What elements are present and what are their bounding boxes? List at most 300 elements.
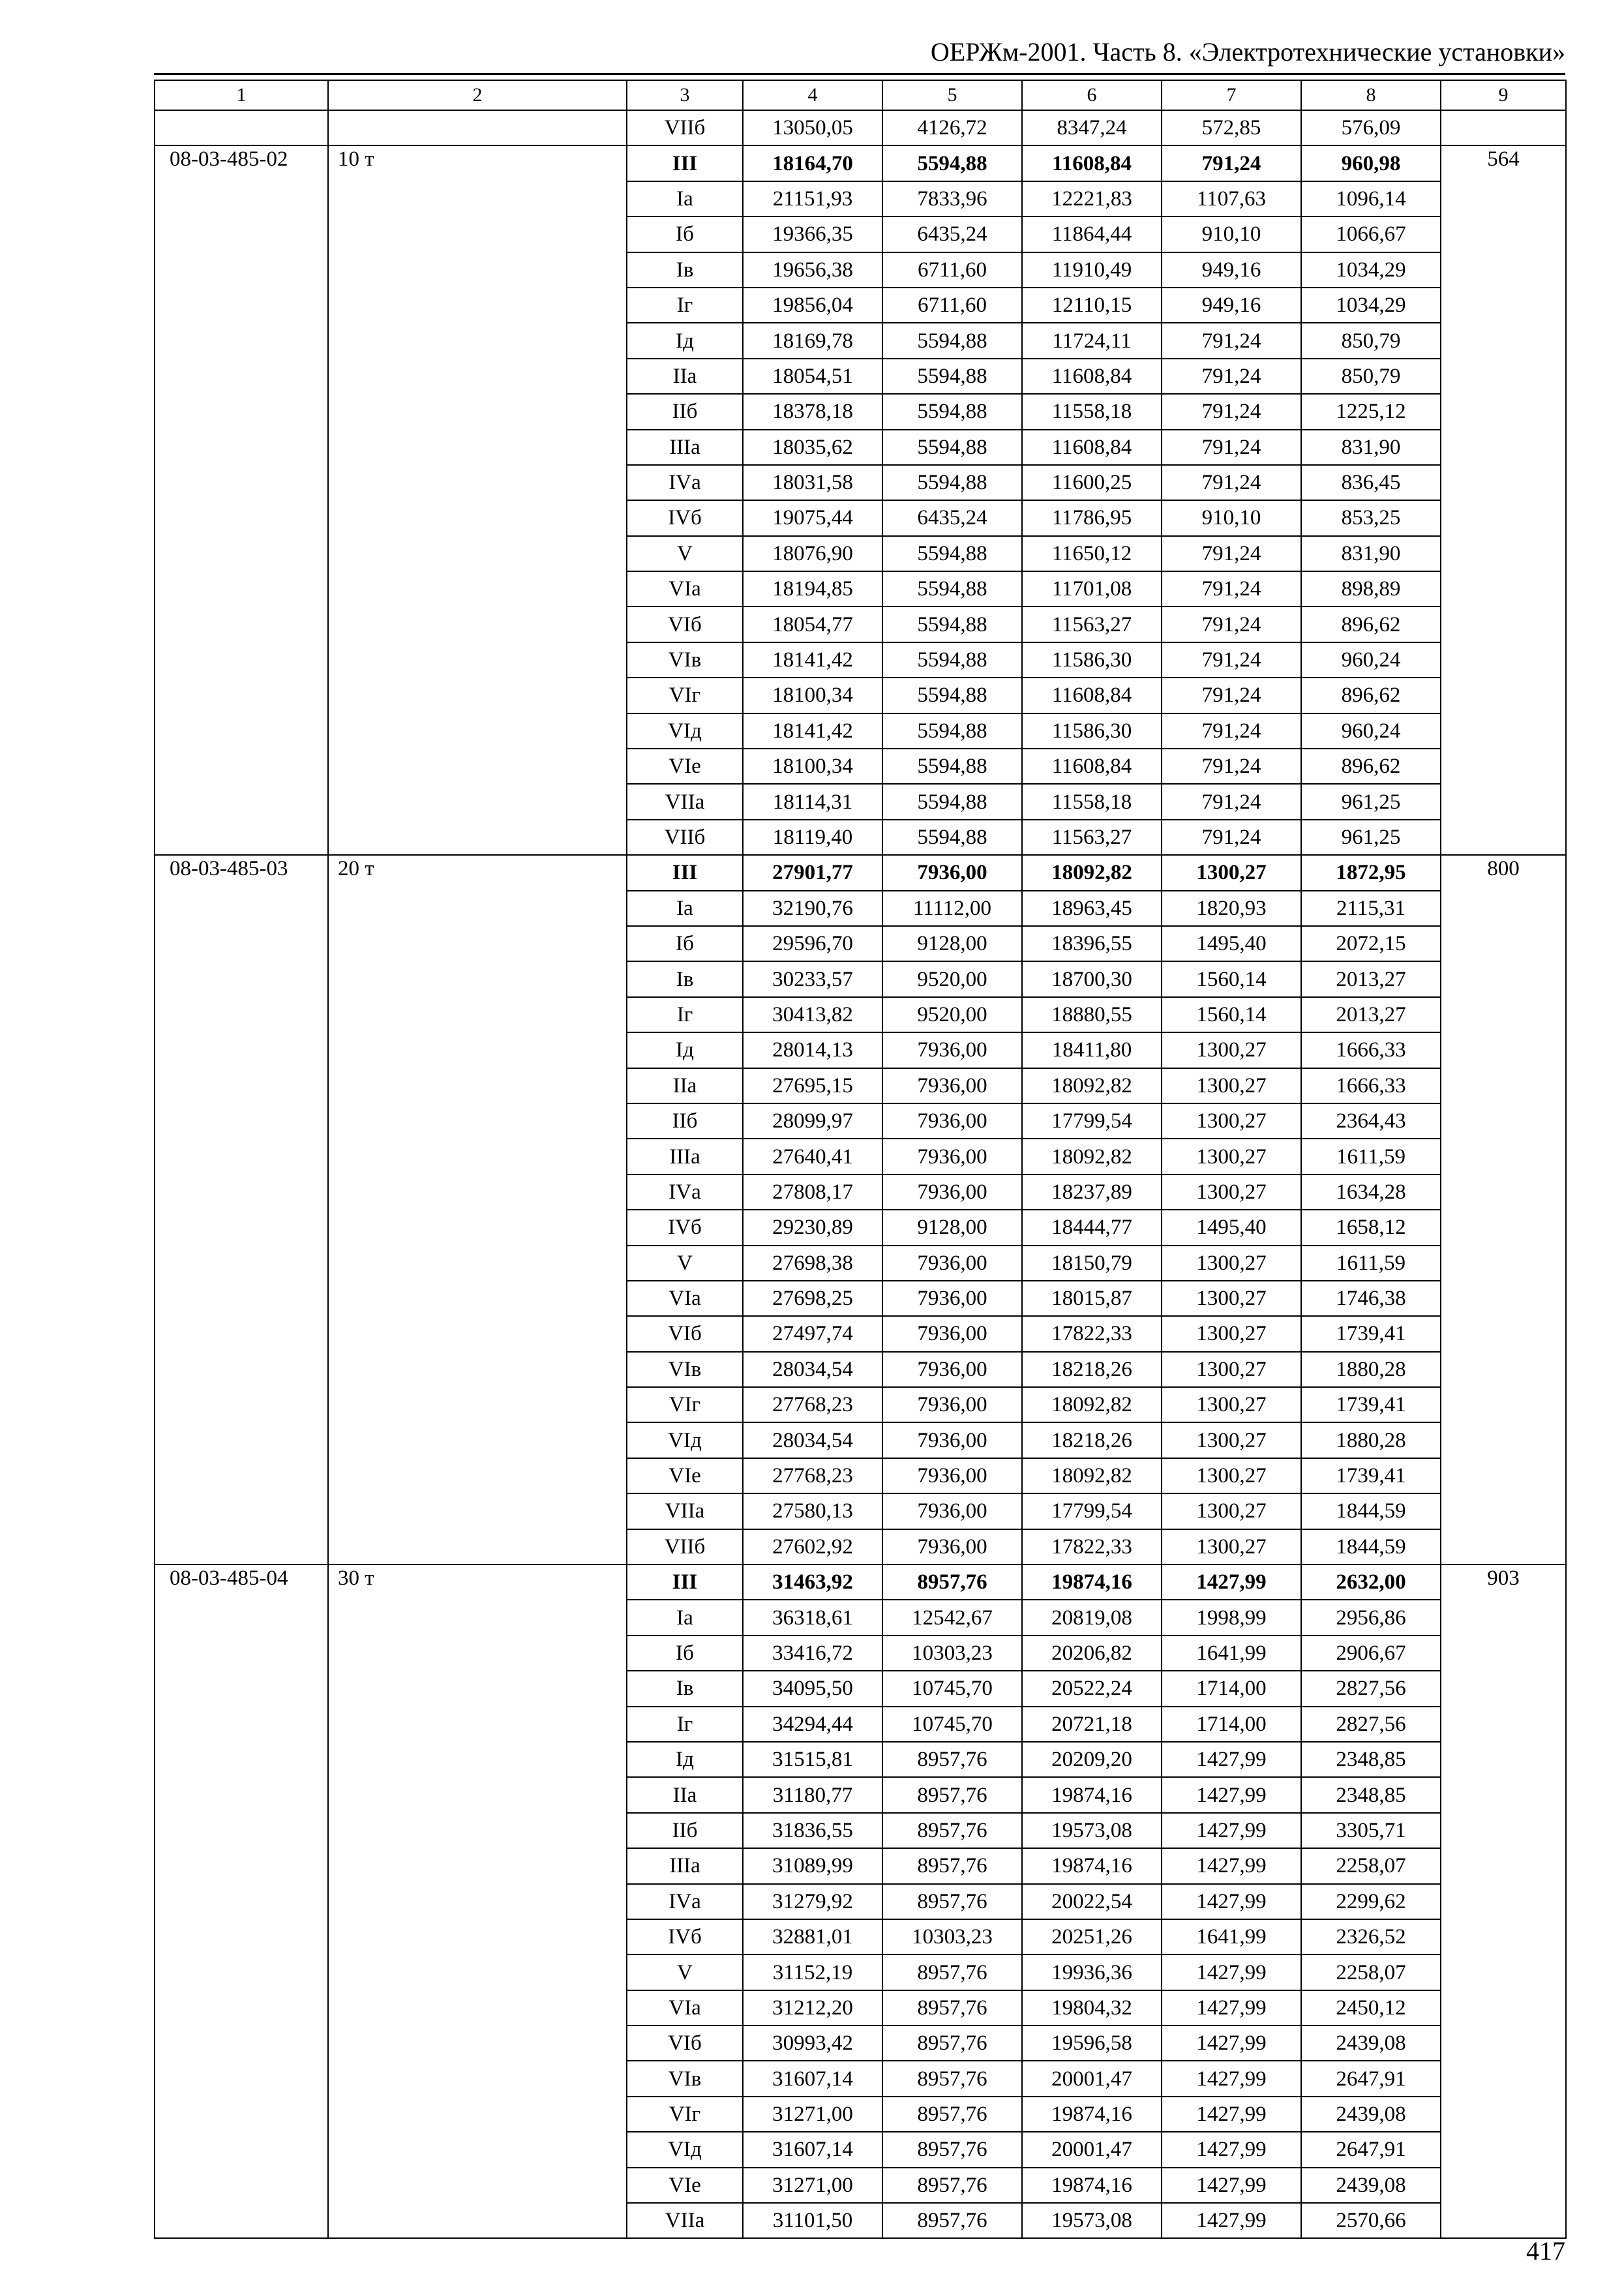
machine-cost-cell: 11608,84 (1022, 359, 1162, 394)
zone-cell: IIIа (627, 1139, 743, 1174)
material-cost-cell: 1666,33 (1301, 1068, 1441, 1103)
mass-cell (328, 1281, 627, 1316)
total-cost-cell: 31089,99 (743, 1848, 882, 1883)
table-row (155, 1103, 1566, 1139)
machine-cost-cell: 18237,89 (1022, 1174, 1162, 1210)
code-cell (155, 891, 328, 926)
labor-cost-cell: 8957,76 (882, 2168, 1022, 2203)
labor-cost-cell: 7936,00 (882, 1422, 1022, 1458)
operator-wage-cell: 1495,40 (1162, 1210, 1301, 1245)
zone-cell: VIб (627, 606, 743, 642)
table-row (155, 1246, 1566, 1281)
labor-hours-cell (1441, 642, 1566, 678)
labor-hours-cell (1441, 500, 1566, 535)
machine-cost-cell: 11724,11 (1022, 323, 1162, 358)
material-cost-cell: 2258,07 (1301, 1848, 1441, 1883)
operator-wage-cell: 791,24 (1162, 606, 1301, 642)
operator-wage-cell: 1300,27 (1162, 1139, 1301, 1174)
total-cost-cell: 27602,92 (743, 1529, 882, 1564)
code-cell (155, 1316, 328, 1351)
zone-cell: IIIа (627, 430, 743, 465)
machine-cost-cell: 11608,84 (1022, 145, 1162, 181)
operator-wage-cell: 1427,99 (1162, 1884, 1301, 1919)
operator-wage-cell: 791,24 (1162, 571, 1301, 606)
total-cost-cell: 18031,58 (743, 465, 882, 500)
machine-cost-cell: 11563,27 (1022, 606, 1162, 642)
labor-hours-cell (1441, 1316, 1566, 1351)
table-row (155, 1564, 1566, 1600)
labor-hours-cell (1441, 1813, 1566, 1848)
code-cell (155, 465, 328, 500)
operator-wage-cell: 791,24 (1162, 820, 1301, 855)
table-row (155, 1777, 1566, 1812)
labor-hours-cell (1441, 820, 1566, 855)
table-row (155, 394, 1566, 429)
code-cell (155, 2097, 328, 2132)
zone-cell: IIа (627, 1068, 743, 1103)
zone-cell: VIа (627, 1281, 743, 1316)
total-cost-cell: 19656,38 (743, 252, 882, 288)
mass-cell (328, 1210, 627, 1245)
total-cost-cell: 27768,23 (743, 1387, 882, 1422)
mass-cell: 20 т (328, 855, 627, 890)
material-cost-cell: 961,25 (1301, 784, 1441, 819)
labor-cost-cell: 7936,00 (882, 1174, 1022, 1210)
machine-cost-cell: 20721,18 (1022, 1707, 1162, 1742)
table-row (155, 1458, 1566, 1493)
material-cost-cell: 1739,41 (1301, 1458, 1441, 1493)
operator-wage-cell: 791,24 (1162, 323, 1301, 358)
labor-hours-cell (1441, 678, 1566, 713)
operator-wage-cell: 1300,27 (1162, 1316, 1301, 1351)
machine-cost-cell: 20001,47 (1022, 2132, 1162, 2167)
machine-cost-cell: 19804,32 (1022, 1990, 1162, 2026)
machine-cost-cell: 18963,45 (1022, 891, 1162, 926)
operator-wage-cell: 1820,93 (1162, 891, 1301, 926)
operator-wage-cell: 1300,27 (1162, 1493, 1301, 1529)
table-row (155, 713, 1566, 749)
labor-hours-cell (1441, 2026, 1566, 2061)
zone-cell: IVа (627, 1884, 743, 1919)
total-cost-cell: 32190,76 (743, 891, 882, 926)
code-cell (155, 1281, 328, 1316)
labor-hours-cell (1441, 1707, 1566, 1742)
machine-cost-cell: 18218,26 (1022, 1422, 1162, 1458)
total-cost-cell: 18194,85 (743, 571, 882, 606)
labor-hours-cell (1441, 2132, 1566, 2167)
table-row (155, 678, 1566, 713)
machine-cost-cell: 20206,82 (1022, 1636, 1162, 1671)
machine-cost-cell: 18150,79 (1022, 1246, 1162, 1281)
labor-cost-cell: 5594,88 (882, 820, 1022, 855)
labor-cost-cell: 7936,00 (882, 1387, 1022, 1422)
labor-hours-cell (1441, 571, 1566, 606)
total-cost-cell: 31271,00 (743, 2168, 882, 2203)
zone-cell: IIа (627, 359, 743, 394)
total-cost-cell: 19075,44 (743, 500, 882, 535)
code-cell (155, 2061, 328, 2096)
labor-hours-cell (1441, 1210, 1566, 1245)
code-cell (155, 1068, 328, 1103)
total-cost-cell: 34095,50 (743, 1671, 882, 1706)
table-row (155, 1387, 1566, 1422)
machine-cost-cell: 20251,26 (1022, 1919, 1162, 1954)
operator-wage-cell: 1300,27 (1162, 1246, 1301, 1281)
labor-hours-cell (1441, 1458, 1566, 1493)
zone-cell: Iб (627, 1636, 743, 1671)
material-cost-cell: 1225,12 (1301, 394, 1441, 429)
labor-hours-cell (1441, 1422, 1566, 1458)
labor-cost-cell: 8957,76 (882, 2061, 1022, 2096)
mass-cell (328, 713, 627, 749)
table-row (155, 642, 1566, 678)
labor-hours-cell (1441, 997, 1566, 1032)
labor-cost-cell: 5594,88 (882, 749, 1022, 784)
zone-cell: IVб (627, 1919, 743, 1954)
table-row (155, 1600, 1566, 1635)
labor-cost-cell: 12542,67 (882, 1600, 1022, 1635)
table-row (155, 465, 1566, 500)
zone-cell: Iд (627, 323, 743, 358)
operator-wage-cell: 910,10 (1162, 500, 1301, 535)
material-cost-cell: 2647,91 (1301, 2061, 1441, 2096)
machine-cost-cell: 11600,25 (1022, 465, 1162, 500)
operator-wage-cell: 572,85 (1162, 110, 1301, 145)
total-cost-cell: 18141,42 (743, 713, 882, 749)
labor-cost-cell: 9128,00 (882, 926, 1022, 961)
labor-hours-cell (1441, 891, 1566, 926)
material-cost-cell: 2827,56 (1301, 1671, 1441, 1706)
total-cost-cell: 31836,55 (743, 1813, 882, 1848)
code-cell (155, 678, 328, 713)
labor-cost-cell: 10745,70 (882, 1707, 1022, 1742)
labor-cost-cell: 8957,76 (882, 1884, 1022, 1919)
column-number: 6 (1022, 80, 1162, 110)
column-number: 2 (328, 80, 627, 110)
zone-cell: VIв (627, 642, 743, 678)
table-row (155, 1032, 1566, 1068)
labor-cost-cell: 5594,88 (882, 323, 1022, 358)
zone-cell: VIв (627, 1352, 743, 1387)
table-row (155, 1316, 1566, 1351)
labor-hours-cell (1441, 110, 1566, 145)
code-cell (155, 1777, 328, 1812)
mass-cell (328, 1742, 627, 1777)
total-cost-cell: 29230,89 (743, 1210, 882, 1245)
table-row (155, 1422, 1566, 1458)
mass-cell (328, 1954, 627, 1990)
mass-cell (328, 571, 627, 606)
operator-wage-cell: 1300,27 (1162, 1032, 1301, 1068)
zone-cell: VIд (627, 2132, 743, 2167)
total-cost-cell: 31607,14 (743, 2061, 882, 2096)
table-row (155, 1671, 1566, 1706)
total-cost-cell: 27497,74 (743, 1316, 882, 1351)
zone-cell: VIе (627, 749, 743, 784)
mass-cell (328, 1422, 627, 1458)
operator-wage-cell: 1560,14 (1162, 961, 1301, 996)
machine-cost-cell: 18700,30 (1022, 961, 1162, 996)
labor-cost-cell: 7936,00 (882, 1493, 1022, 1529)
labor-hours-cell (1441, 2168, 1566, 2203)
labor-cost-cell: 8957,76 (882, 1813, 1022, 1848)
total-cost-cell: 18076,90 (743, 536, 882, 571)
code-cell (155, 1103, 328, 1139)
mass-cell (328, 749, 627, 784)
table-row (155, 891, 1566, 926)
machine-cost-cell: 19573,08 (1022, 2203, 1162, 2238)
machine-cost-cell: 19936,36 (1022, 1954, 1162, 1990)
labor-hours-cell (1441, 1493, 1566, 1529)
table-row (155, 217, 1566, 252)
mass-cell (328, 1600, 627, 1635)
table-row (155, 1210, 1566, 1245)
total-cost-cell: 27768,23 (743, 1458, 882, 1493)
table-row (155, 1919, 1566, 1954)
labor-hours-cell (1441, 430, 1566, 465)
total-cost-cell: 18114,31 (743, 784, 882, 819)
total-cost-cell: 30993,42 (743, 2026, 882, 2061)
total-cost-cell: 31101,50 (743, 2203, 882, 2238)
total-cost-cell: 27901,77 (743, 855, 882, 890)
code-cell (155, 288, 328, 323)
zone-cell: IVа (627, 465, 743, 500)
code-cell: 08-03-485-03 (155, 855, 328, 890)
operator-wage-cell: 1300,27 (1162, 855, 1301, 890)
machine-cost-cell: 17822,33 (1022, 1529, 1162, 1564)
table-row (155, 820, 1566, 855)
zone-cell: VIв (627, 2061, 743, 2096)
operator-wage-cell: 791,24 (1162, 749, 1301, 784)
labor-cost-cell: 5594,88 (882, 678, 1022, 713)
mass-cell (328, 642, 627, 678)
zone-cell: V (627, 1954, 743, 1990)
labor-hours-cell (1441, 749, 1566, 784)
table-row (155, 2026, 1566, 2061)
operator-wage-cell: 1300,27 (1162, 1281, 1301, 1316)
machine-cost-cell: 11586,30 (1022, 713, 1162, 749)
labor-cost-cell: 7936,00 (882, 1281, 1022, 1316)
operator-wage-cell: 791,24 (1162, 713, 1301, 749)
mass-cell (328, 1493, 627, 1529)
zone-cell: VIг (627, 2097, 743, 2132)
table-row (155, 252, 1566, 288)
mass-cell (328, 181, 627, 217)
mass-cell (328, 1848, 627, 1883)
total-cost-cell: 18100,34 (743, 749, 882, 784)
table-row (155, 2203, 1566, 2238)
table-row (155, 430, 1566, 465)
machine-cost-cell: 12110,15 (1022, 288, 1162, 323)
total-cost-cell: 18119,40 (743, 820, 882, 855)
code-cell (155, 1884, 328, 1919)
material-cost-cell: 836,45 (1301, 465, 1441, 500)
machine-cost-cell: 20022,54 (1022, 1884, 1162, 1919)
zone-cell: Iв (627, 961, 743, 996)
material-cost-cell: 1739,41 (1301, 1387, 1441, 1422)
machine-cost-cell: 11608,84 (1022, 430, 1162, 465)
zone-cell: Iд (627, 1742, 743, 1777)
labor-cost-cell: 7936,00 (882, 1246, 1022, 1281)
total-cost-cell: 18035,62 (743, 430, 882, 465)
labor-hours-cell (1441, 2097, 1566, 2132)
code-cell (155, 1848, 328, 1883)
mass-cell (328, 1671, 627, 1706)
material-cost-cell: 1739,41 (1301, 1316, 1441, 1351)
zone-cell: IIа (627, 1777, 743, 1812)
machine-cost-cell: 18880,55 (1022, 997, 1162, 1032)
zone-cell: IVа (627, 1174, 743, 1210)
code-cell (155, 2168, 328, 2203)
total-cost-cell: 28099,97 (743, 1103, 882, 1139)
operator-wage-cell: 1427,99 (1162, 1777, 1301, 1812)
code-cell (155, 536, 328, 571)
labor-cost-cell: 5594,88 (882, 642, 1022, 678)
operator-wage-cell: 1427,99 (1162, 1564, 1301, 1600)
labor-hours-cell (1441, 288, 1566, 323)
code-cell (155, 1529, 328, 1564)
total-cost-cell: 34294,44 (743, 1707, 882, 1742)
zone-cell: IIб (627, 1813, 743, 1848)
material-cost-cell: 2439,08 (1301, 2168, 1441, 2203)
operator-wage-cell: 1714,00 (1162, 1671, 1301, 1706)
labor-cost-cell: 8957,76 (882, 2203, 1022, 2238)
labor-hours-cell (1441, 181, 1566, 217)
mass-cell (328, 1707, 627, 1742)
zone-cell: VIIа (627, 784, 743, 819)
mass-cell (328, 217, 627, 252)
material-cost-cell: 2326,52 (1301, 1919, 1441, 1954)
zone-cell: VIе (627, 1458, 743, 1493)
machine-cost-cell: 19874,16 (1022, 1777, 1162, 1812)
mass-cell (328, 1352, 627, 1387)
material-cost-cell: 1880,28 (1301, 1352, 1441, 1387)
material-cost-cell: 2647,91 (1301, 2132, 1441, 2167)
material-cost-cell: 896,62 (1301, 749, 1441, 784)
code-cell (155, 1707, 328, 1742)
total-cost-cell: 30233,57 (743, 961, 882, 996)
material-cost-cell: 1746,38 (1301, 1281, 1441, 1316)
labor-hours-cell (1441, 784, 1566, 819)
labor-cost-cell: 8957,76 (882, 2026, 1022, 2061)
code-cell (155, 997, 328, 1032)
labor-hours-cell (1441, 1671, 1566, 1706)
header-rule (154, 73, 1565, 75)
labor-hours-cell: 903 (1441, 1564, 1566, 1600)
code-cell (155, 1422, 328, 1458)
labor-cost-cell: 9128,00 (882, 1210, 1022, 1245)
material-cost-cell: 2570,66 (1301, 2203, 1441, 2238)
code-cell (155, 359, 328, 394)
material-cost-cell: 831,90 (1301, 430, 1441, 465)
total-cost-cell: 27640,41 (743, 1139, 882, 1174)
total-cost-cell: 18054,51 (743, 359, 882, 394)
labor-cost-cell: 8957,76 (882, 2132, 1022, 2167)
machine-cost-cell: 11650,12 (1022, 536, 1162, 571)
zone-cell: V (627, 536, 743, 571)
total-cost-cell: 27695,15 (743, 1068, 882, 1103)
material-cost-cell: 898,89 (1301, 571, 1441, 606)
material-cost-cell: 2013,27 (1301, 961, 1441, 996)
material-cost-cell: 2115,31 (1301, 891, 1441, 926)
code-cell (155, 1174, 328, 1210)
labor-hours-cell (1441, 323, 1566, 358)
zone-cell: IIIа (627, 1848, 743, 1883)
total-cost-cell: 31279,92 (743, 1884, 882, 1919)
total-cost-cell: 18169,78 (743, 323, 882, 358)
code-cell (155, 926, 328, 961)
total-cost-cell: 31152,19 (743, 1954, 882, 1990)
zone-cell: Iг (627, 288, 743, 323)
mass-cell (328, 820, 627, 855)
mass-cell (328, 1529, 627, 1564)
labor-cost-cell: 6711,60 (882, 288, 1022, 323)
machine-cost-cell: 18396,55 (1022, 926, 1162, 961)
column-number: 1 (155, 80, 328, 110)
mass-cell (328, 394, 627, 429)
mass-cell (328, 323, 627, 358)
operator-wage-cell: 1560,14 (1162, 997, 1301, 1032)
operator-wage-cell: 1427,99 (1162, 2132, 1301, 2167)
machine-cost-cell: 18218,26 (1022, 1352, 1162, 1387)
mass-cell (328, 2132, 627, 2167)
code-cell (155, 217, 328, 252)
labor-cost-cell: 7936,00 (882, 1068, 1022, 1103)
total-cost-cell: 19366,35 (743, 217, 882, 252)
table-row (155, 1139, 1566, 1174)
zone-cell: IVб (627, 500, 743, 535)
code-cell (155, 1671, 328, 1706)
labor-cost-cell: 5594,88 (882, 359, 1022, 394)
labor-cost-cell: 7936,00 (882, 1458, 1022, 1493)
zone-cell: VIа (627, 571, 743, 606)
labor-cost-cell: 8957,76 (882, 1742, 1022, 1777)
total-cost-cell: 18164,70 (743, 145, 882, 181)
mass-cell (328, 1387, 627, 1422)
labor-cost-cell: 7936,00 (882, 1139, 1022, 1174)
machine-cost-cell: 20001,47 (1022, 2061, 1162, 2096)
labor-cost-cell: 7936,00 (882, 1316, 1022, 1351)
code-cell (155, 1210, 328, 1245)
total-cost-cell: 28034,54 (743, 1422, 882, 1458)
code-cell (155, 1813, 328, 1848)
zone-cell: Iг (627, 1707, 743, 1742)
mass-cell (328, 1246, 627, 1281)
labor-cost-cell: 8957,76 (882, 1954, 1022, 1990)
code-cell: 08-03-485-02 (155, 145, 328, 181)
column-number: 5 (882, 80, 1022, 110)
operator-wage-cell: 791,24 (1162, 359, 1301, 394)
material-cost-cell: 2906,67 (1301, 1636, 1441, 1671)
labor-hours-cell (1441, 359, 1566, 394)
material-cost-cell: 2348,85 (1301, 1742, 1441, 1777)
machine-cost-cell: 18092,82 (1022, 855, 1162, 890)
zone-cell: Iа (627, 181, 743, 217)
labor-hours-cell (1441, 1068, 1566, 1103)
mass-cell (328, 500, 627, 535)
total-cost-cell: 27698,25 (743, 1281, 882, 1316)
machine-cost-cell: 18411,80 (1022, 1032, 1162, 1068)
total-cost-cell: 31271,00 (743, 2097, 882, 2132)
total-cost-cell: 31463,92 (743, 1564, 882, 1600)
labor-cost-cell: 5594,88 (882, 430, 1022, 465)
operator-wage-cell: 1427,99 (1162, 2026, 1301, 2061)
machine-cost-cell: 11586,30 (1022, 642, 1162, 678)
code-cell (155, 749, 328, 784)
mass-cell (328, 1636, 627, 1671)
labor-hours-cell (1441, 1246, 1566, 1281)
labor-hours-cell (1441, 1954, 1566, 1990)
